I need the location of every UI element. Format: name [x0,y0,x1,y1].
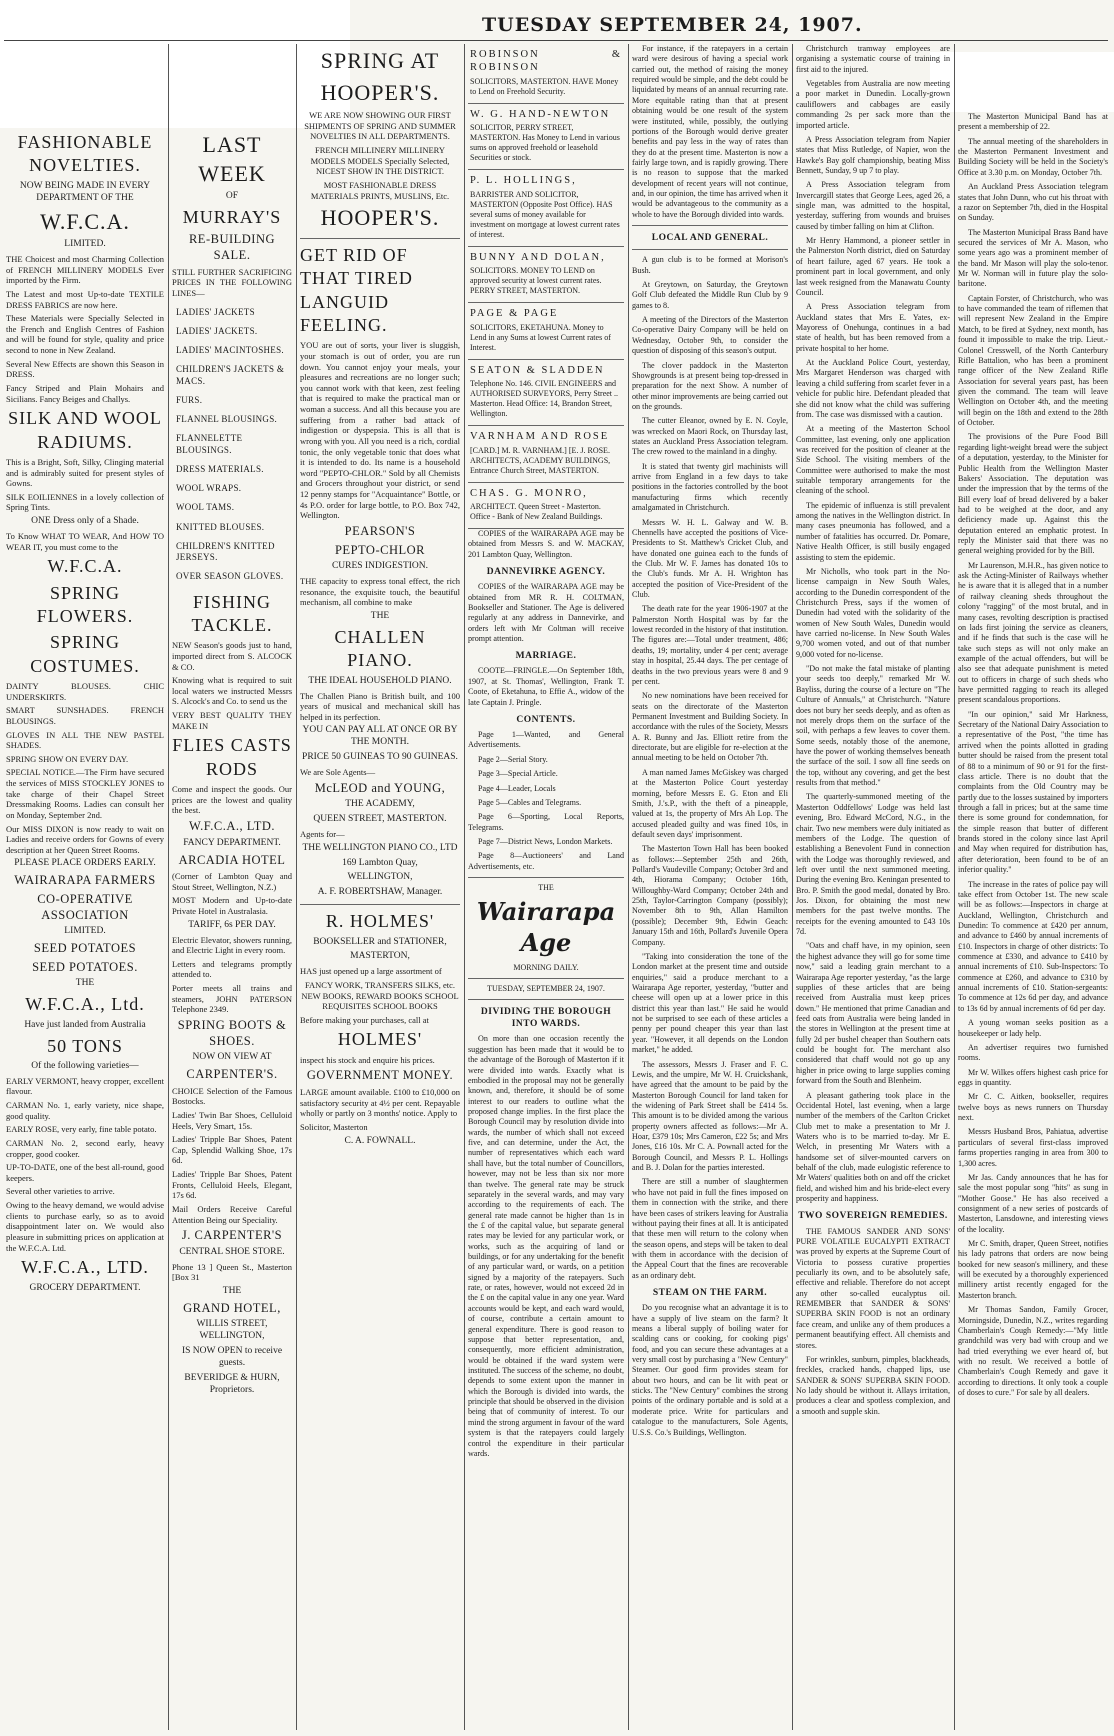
ad-text: WE ARE NOW SHOWING OUR FIRST SHIPMENTS OF SPRING AND SUMMER NOVELTIES IN ALL DEPARTMENTS. [304,110,456,142]
ad-text: BEVERIDGE & HURN, Proprietors. [184,1372,280,1395]
card-text: ARCHITECT. Queen Street - Masterton. Office - Bank of New Zealand Buildings. [470,501,603,521]
ad-text: Agents for— [300,829,345,839]
news-paragraph: Mr Thomas Sandon, Family Grocer, Morningside, Dunedin, N.Z., writes regarding Chamberlain's Cough Remedy:—"My little grandchild was very bad with croup and we had tried everything we ever heard of, but with no result. We received a bottle of Chamberlain's Cough Remedy and gave it according to directions. It only took a couple of doses to cure." For sale by all dealers. [958,1305,1108,1398]
ad-text: 169 Lambton Quay, [342,857,418,868]
divider [632,225,788,226]
ad-text: THE Choicest and most Charming Collection of FRENCH MILLINERY MODELS Ever imported by the Firm. [6,254,164,286]
column-rule [792,44,793,1730]
ad-firm-wfca: W.F.C.A. [47,556,123,577]
ad-text: PRICE 50 GUINEAS TO 90 GUINEAS. [302,752,458,763]
list-item: OVER SEASON GLOVES. [176,571,284,582]
column-rule [168,44,169,1730]
ad-line: SMART SUNSHADES. FRENCH BLOUSINGS. [6,705,164,726]
card-title: SEATON & SLADDEN [470,364,605,376]
ad-text: FANCY DEPARTMENT. [183,837,281,848]
page-masthead: TUESDAY SEPTEMBER 24, 1907. [482,14,863,36]
news-paragraph: Mr C. Smith, draper, Queen Street, notifies his lady patrons that orders are now being booked for new season's millinery, and these will be executed by a thoroughly experienced millinery artist recently engaged for the Masterton branch. [958,1239,1108,1300]
list-item: LADIES' MACINTOSHES. [176,345,284,356]
ad-text: THE WELLINGTON PIANO CO., LTD [302,842,458,853]
article-body: For instance, if the ratepayers in a certain ward were desirous of having a special work carried out, the method of raising the money required would be simple, and the debt could be liquidated by means of an annual recurring rate. More equitable rating than that at present obtaining would be one result of the system were instituted, while, possibly, the outlying portions of the Borough would derive greater benefits and pay less in the way of rates than they do at the present time. Masterton is now a fairly large town, and is rapidly growing. There is no reason to suppose that the marked development of recent years will not continue, and, in our opinion, the time has arrived when it would be advantageous to the community as a whole to have the Borough divided into wards. [632,44,788,219]
news-paragraph: The Masterton Municipal Brass Band have secured the services of Mr A. Mason, who some years ago was a prominent member of the band. Mr Mason will play the solo-tenor. Mr W. Norman will in future play the solo-baritone. [958,227,1108,289]
card-title: P. L. HOLLINGS, [470,175,577,187]
ad-text: To Know WHAT TO WEAR, And HOW TO WEAR IT, you must come to the [6,530,164,552]
column-3 [300,44,460,1730]
ad-limited: LIMITED. [64,239,106,250]
business-card [468,44,624,104]
section-heading-contents: CONTENTS. [516,714,576,725]
notice-text: COOTE—FRINGLE.—On September 18th, 1907, at St. Thomas', Wellington, Frank T. Coote, of Eketahuna, to Effie A., widow of the late Captain J. Pringle. [468,666,624,707]
ad-heading-arcadia: ARCADIA HOTEL [178,852,286,867]
card-text: Telephone No. 146. CIVIL ENGINEERS and AUTHORISED SURVEYORS, Perry Street .. Masterton. Head Office: 14, Brandon Street, Wellington. [470,379,619,419]
ad-text: Solicitor, Masterton [300,1121,368,1132]
list-item: Page 4—Leader, Locals [478,783,556,793]
news-paragraph: "Oats and chaff have, in my opinion, seen the highest advance they will go for some time now," said a leading grain merchant to a Wairarapa Age reporter yesterday, "as the large supplies of these articles that are being received from Australia must keep prices down." He mentioned that prime Canadian and feed oats from Australia were being landed in the stores in Wellington at the present time at fully 2d per bushel cheaper than Southern oats could be bought for. The merchant also considered that chaff would not go up any higher in price owing to large supplies coming forward from the South and Blenheim. [796,941,950,1086]
ad-heading-seed: SEED POTATOES. [32,959,138,974]
ad-limited: LIMITED. [64,926,106,937]
ad-text: Ladies' Tripple Bar Shoes, Patent Fronts, Celluloid Heels, Elegant, 17s 6d. [172,1169,292,1201]
ad-heading-mcleod: McLEOD and YOUNG, [314,780,446,795]
list-item: WOOL WRAPS. [176,483,242,494]
news-paragraph: No new nominations have been received for seats on the directorate of the Masterton Permanent Investment and Building Society. In accordance with the rules of the Society, Messrs A. R. Bunny and Jas. Elliott retire from the directorate, but are eligible for re-election at the annual meeting to be held on October 7th. [632,691,788,763]
ad-heading-silk: SILK AND WOOL RADIUMS. [8,408,162,452]
ad-heading-last-week: LAST WEEK [198,132,266,186]
ad-variety: Several other varieties to arrive. [6,1186,115,1197]
ad-text: NEW Season's goods just to hand, imported direct from S. ALCOCK & CO. [172,640,292,672]
card-title: ROBINSON & ROBINSON [470,49,622,74]
ad-text: Of the following varieties— [31,1060,139,1071]
ad-text: THE capacity to express tonal effect, the rich resonance, the exquisite touch, the beautiful mechanism, all combine to make [300,576,460,608]
torn-corner-right [930,52,1114,112]
ad-text: THE [222,1285,242,1296]
ad-text: IS NOW OPEN to receive guests. [181,1346,283,1369]
ad-text: CURES INDIGESTION. [331,561,429,572]
card-text: [CARD.] M. R. VARNHAM.] [E. J. ROSE. ARCHITECTS, ACADEMY BUILDINGS, Entrance Church Street, MASTERTON. [470,445,611,475]
ad-heading-boots: SPRING BOOTS & SHOES. [177,1017,287,1048]
ad-text: These Materials were Specially Selected in the French and English Centres of Fashion and will be found for style, quality and price second to none in New Zealand. [6,313,164,355]
ad-text: A. F. ROBERTSHAW, Manager. [317,887,443,898]
news-paragraph: There are still a number of slaughtermen who have not paid in full the fines imposed on them in connection with the strike, and there have been cases of strikers leaving for Australia without paying their fines at all. It is anticipated that these men will return to the colony when the season opens, and steps will be taken to deal with them in accordance with the decision of the Appeal Court that the fines are recoverable as an ordinary debt. [632,1177,788,1280]
list-item: DRESS MATERIALS. [176,463,264,474]
business-card [468,426,624,482]
column-4 [468,44,624,1730]
ad-text: The Challen Piano is British built, and 100 years of musical and mechanical skill has helped in its perfection. [300,690,460,722]
torn-corner [0,0,350,128]
list-item: Page 2—Serial Story. [478,754,548,764]
ad-variety: EARLY VERMONT, heavy cropper, excellent flavour. [6,1075,164,1097]
ad-firm-wfca: W.F.C.A., Ltd. [25,994,145,1015]
ad-variety: CARMAN No. 2, second early, heavy cropper, good cooker. [6,1137,164,1159]
ad-text: OF [225,191,239,202]
list-item: Page 8—Auctioneers' and Land Advertisements, etc. [468,851,624,871]
news-paragraph: At the Auckland Police Court, yesterday, Mrs Margaret Henderson was charged with leaving a child suffering from scarlet fever in a vehicle for public hire. Defendant pleaded that she did not know what the child was suffering from. The case was dismissed with a caution. [796,358,950,419]
news-paragraph: A man named James McGiskey was charged at the Masterton Police Court yesterday morning, before Messrs E. G. Eton and Eli Smith, J.'s.P., with the theft of a pineapple, valued at 1s, the property of Mrs Ah Lop. The accused pleaded guilty and was fined 10s, in default seven days' imprisonment. [632,767,788,839]
section-heading-marriage: MARRIAGE. [515,651,577,662]
list-item: CHILDREN'S JACKETS & MACS. [176,364,285,386]
card-title: CHAS. G. MONRO, [470,487,588,499]
issue-date: TUESDAY, SEPTEMBER 24, 1907. [487,983,605,993]
ad-heading-spring-costumes: SPRING COSTUMES. [30,632,140,676]
ad-heading-hoopers: HOOPER'S. [320,205,440,231]
ad-heading-pearsons: PEARSON'S [344,523,416,538]
news-paragraph: The quarterly-summoned meeting of the Masterton Oddfellows' Lodge was held last evening, Bro. Edward McCord, N.G., in the chair. Two new members were duly initiated as members of the Lodge. The question of establishing a Benevolent Fund in connection with the Lodge was thoroughly reviewed, and left over until the next summoned meeting. During the evening Bro. Keningan presented to Bro. P. Smith the good medal, donated by Bro. Jos. Dixon, for obtaining the most new members for the past twelve months. The receipts for the evening amounted to £43 10s 7d. [796,792,950,937]
ad-text: SPECIAL NOTICE.—The Firm have secured the services of MISS STOCKLEY JONES to take charge of their Chapel Street Dressmaking Rooms. Ladies can consult her on Monday, September 2nd. [6,767,164,820]
news-paragraph: The death rate for the year 1906-1907 at the Palmerston North Hospital was by far the lowest recorded in the history of that institution. The figures are:—Total under treatment, 486; deaths, 19; mortality, under 4 per cent; average stay in hospital, 25.44 days. The per centage of deaths in the two previous years were 8 and 9 per cent. [632,604,788,686]
news-paragraph: The provisions of the Pure Food Bill regarding light-weight bread were the subject of a deputation, yesterday, to the Minister for Public Health from the Wellington Master Bakers' Association. The deputation was under the impression that by the terms of the Bill every loaf of bread delivered by a baker had to be weighed at the door, and any deficiency made up. Against this the deputation entered an emphatic protest. In reply the Minister said that there was no general weighing provided for by the Bill. [958,432,1108,556]
ad-text: SILK EOILIENNES in a lovely collection of Spring Tints. [6,491,164,513]
ad-text: THE ACADEMY, [345,799,415,810]
ad-text: BOOKSELLER and STATIONER, [313,936,447,947]
ad-text: MOST Modern and Up-to-date Private Hotel in Australasia. [172,895,292,917]
ad-text: MOST FASHIONABLE DRESS MATERIALS PRINTS, MUSLINS, Etc. [310,179,450,201]
ad-text: THE IDEAL HOUSEHOLD PIANO. [308,675,452,686]
news-paragraph: An advertiser requires two furnished rooms. [958,1042,1108,1063]
ad-heading-fishing: FISHING TACKLE. [191,591,273,635]
business-card [468,170,624,246]
ad-heading-spring-flowers: SPRING FLOWERS. [36,582,134,626]
section-heading-dannevirke: DANNEVIRKE AGENCY. [486,567,606,578]
ad-text: Letters and telegrams promptly attended to. [172,958,292,980]
ad-firm-wfca: W.F.C.A. [40,208,130,234]
ad-text: TARIFF, 6s PER DAY. [188,919,276,930]
newspaper-nameplate: Wairarapa Age [476,897,616,957]
ad-text: Come and inspect the goods. Our prices are the lowest and quality the best. [172,784,292,816]
notice-text: COPIES of the WAIRARAPA AGE may be obtained from Messrs S. and W. MACKAY, 201 Lambton Quay, Wellington. [468,528,624,559]
article-body: On more than one occasion recently the suggestion has been made that it would be to the advantage of the Borough of Masterton if it were divided into wards. Exactly what is embodied in the proposal may not be generally known, and, therefore, it should be of some interest to our readers to outline what the proposed change implies. In the first place the Borough Council may by resolution divide into wards, the number of which shall not exceed five, and can determine, under the Act, the number of representatives which each ward shall have, but the total number of Councillors, however, may not be less than six nor more than twelve. The general rate may be struck separately in the several wards, and may vary according to the requirements of each. The general rate made cannot be higher than 1s in the £ of the capital value, but separate general rates may be levied for any particular work, or works, such as the acquiring of land or buildings, or for any undertaking for the benefit of any particular ward, or wards, on a petition signed by a majority of the ratepayers. Such rate, or rates, however, would not exceed 2d in the £ on the capital value in any one year. Ward accounts would be kept, and each ward would, of course, contribute a certain amount to general expenditure. There is good reason to suppose that better representation, and, consequently, more efficient administration, would be obtained if the ward system were instituted. The success of the scheme, no doubt, depends to some extent upon the manner in which the Borough is divided into wards, the principle that should be observed in the division being that of community of interest. To our mind the strong argument in favour of the ward system is that the ratepayers could largely control the expenditure in their particular wards. [468,1034,624,1458]
ad-intro: NOW BEING MADE IN EVERY DEPARTMENT OF THE [19,180,151,203]
divider [468,999,624,1000]
news-paragraph: A gun club is to be formed at Morison's Bush. [632,255,788,275]
news-paragraph: Mr Laurenson, M.H.R., has given notice to ask the Acting-Minister of Railways whether he is aware that it is alleged that in a number of railway cleaning sheds throughout the colony "ragging" of the most brutal, and in many cases, revolting description is practised on lads first joining the service as cleaners, and if he finds that such is the case will he take such steps as will not only make an example of the actual offenders, but will be also see that adequate punishment is meted out to officers in charge of such sheds who have permitted ragging to reach its alleged present scandalous proportions. [958,560,1108,705]
news-paragraph: Christchurch tramway employees are organising a systematic course of training in first aid to the injured. [796,44,950,74]
column-rule [464,44,465,1730]
list-item: Page 1—Wanted, and General Advertisements. [468,730,624,750]
news-paragraph: The annual meeting of the shareholders in the Masterton Permanent Investment and Building Society will be held in the Society's Office at 3.30 p.m. on Monday, October 7th. [958,136,1108,177]
ad-heading-holmes: R. HOLMES' [325,911,435,932]
ad-variety: CARMAN No. 1, early variety, nice shape, good quality. [6,1100,164,1121]
ad-firm-wfca: W.F.C.A., LTD. [21,1257,149,1278]
ad-text: THE [370,610,390,621]
ad-text: YOU are out of sorts, your liver is sluggish, your stomach is out of order, you are run down. You cannot enjoy your meals, your pleasures and recreations are no longer such; you cannot work with that keen, zest feeling that is required to make the practical man or woman a success. And all this because you are suffering from a rather bad attack of indigestion or dyspepsia. This is all that is wrong with you. All you need is a rich, cordial tonic, the only vegetable tonic that does what it is intended to do. Its name is a household word "PEPTO-CHLOR." Sold by all Chemists and Grocers throughout your district, or send 12 penny stamps for "Acquaintance" Bottle, or 4s P.O. order for large bottle, to P.O. Box 742, Wellington. [300,340,460,521]
ad-text: CENTRAL SHOE STORE. [179,1246,285,1257]
news-paragraph: A Press Association telegram from Napier states that Miss Rutledge, of Napier, won the Hawke's Bay golf championship, beating Miss Bennett, Sunday, 9 up 7 to play. [796,134,950,175]
ad-text: ONE Dress only of a Shade. [31,516,139,527]
news-paragraph: At a meeting of the Masterton School Committee, last evening, only one application was received for the position of cleaner at the Side School. The visiting members of the Committee were authorised to make the most suitable temporary arrangements for the cleaning of the school. [796,424,950,496]
list-item: Page 5—Cables and Telegrams. [478,797,582,807]
ad-variety: EARLY ROSE, very early, fine table potato. [6,1124,157,1135]
list-item: LADIES' JACKETS [176,306,255,317]
nameplate-the: THE [538,883,554,893]
ad-heading-government-money: GOVERNMENT MONEY. [306,1068,454,1083]
news-paragraph: Do you recognise what an advantage it is to have a supply of live steam on the farm? It means a liberal supply of boiling water for scalding cans or cooking, for cooking pigs' food, and you can secure these advantages at a very small cost by purchasing a "New Century" Steamer. Our good firm provides steam for about two hours, and can be lit with peat or sticks. The "New Century" combines the strong points of the ordinary portable and is sold at a moderate price. Write for particulars and catalogue to the manufacturers, Sole Agents, U.S.S. Co.'s Buildings, Wellington. [632,1303,788,1437]
ad-text: NOW ON VIEW AT [192,1052,272,1063]
column-1 [6,128,164,1730]
column-rule [296,44,297,1730]
column-7 [958,112,1108,1730]
section-heading-remedies: TWO SOVEREIGN REMEDIES. [798,1211,948,1222]
column-6 [796,44,950,1730]
business-card [468,247,624,303]
news-paragraph: Mr Henry Hammond, a pioneer settler in the Palmerston North district, died on Saturday of heart failure, aged 67 years. He took a prominent part in local government, and only last week resigned from the Manawatu County Council. [796,236,950,297]
card-text: SOLICITOR, PERRY STREET, MASTERTON. Has Money to Lend in various sums on approved freehold or leasehold Securities or stock. [470,123,620,163]
ad-text: Our MISS DIXON is now ready to wait on Ladies and receive orders for Gowns of every description at her Queen Street Rooms. [6,823,164,855]
ad-heading-tired: GET RID OF THAT TIRED LANGUID FEELING. [300,244,413,335]
divider [468,978,624,979]
ad-line: GLOVES IN ALL THE NEW PASTEL SHADES. [6,729,164,751]
ad-text: FRENCH MILLINERY MILLINERY MODELS MODELS Specially Selected, NICEST SHOW IN THE DISTRICT. [310,145,450,177]
divider [300,904,460,905]
ad-text: WILLIS STREET, WELLINGTON, [196,1319,268,1342]
news-paragraph: Messrs W. H. L. Galway and W. B. Chennells have accepted the positions of Vice-Presidents to St. Matthew's Cricket Club, and have donated one guinea each to the funds of the Club. Mr W. F. James has donated 10s to the Club's funds. Mr A. H. Wrighton has accepted the position of Vice-President of the Club. [632,517,788,600]
news-paragraph: Mr Nicholls, who took part in the No-license campaign in New South Wales, according to the Dunedin correspondent of the Christchurch Press, says if the women of Dunedin had voted with the solidarity of the women of New South Wales, Dunedin would have carried no-license. In New South Wales 9,700 women voted, and out of that number 9,000 voted for no-license. [796,566,950,659]
news-paragraph: It is stated that twenty girl machinists will arrive from England in a few days to take positions in the factories controlled by the boot manufacturing firms which recently amalgamated in Christchurch. [632,461,788,513]
top-rule [4,40,1108,41]
news-paragraph: A pleasant gathering took place in the Occidental Hotel, last evening, when a large number of the members of the Carlton Cricket Club met to make a presentation to Mr J. Waters who is to be married to-day. Mr E. Welch, in presenting Mr Waters with a handsome set of silver-mounted carvers on behalf of the club, made eulogistic reference to Mr Waters' qualities both on and off the cricket field, and wished him and his bride-elect every prosperity and happiness. [796,1090,950,1204]
ad-heading-jcarpenters: J. CARPENTER'S [181,1228,283,1243]
ad-line: DAINTY BLOUSES. CHIC UNDERSKIRTS. [6,681,164,702]
ad-text: inspect his stock and enquire his prices. [300,1054,435,1065]
list-item: FURS. [176,394,203,405]
news-paragraph: The increase in the rates of police pay will take effect from October 1st. The new scale will be as follows:—Inspectors in charge at Auckland, Wellington, Christchurch and Dunedin: To commence at £420 per annum, and advance to £460 by annual increments of £10. Inspectors in charge of other districts: To commence at £330, and advance to £410 by annual increments of £10. Sub-Inspectors: To commence at £260, and advance to £310 by annual increments of £10. Station-sergeants: To commence at 12s 6d per day, and advance to 13s 6d by annual increments of 6d per day. [958,879,1108,1013]
ad-heading-seed: SEED POTATOES [33,941,137,956]
ad-heading-holmes: HOLMES' [337,1029,423,1050]
card-text: BARRISTER AND SOLICITOR, MASTERTON (Opposite Post Office). HAS several sums of money available for investment on mortgage at lowest current rates of interest. [470,189,620,239]
news-paragraph: A young woman seeks position as a housekeeper or lady help. [958,1018,1108,1038]
ad-text: QUEEN STREET, MASTERTON. [313,814,447,825]
ad-heading-fashionable: FASHIONABLE NOVELTIES. [17,132,153,176]
news-paragraph: Mr W. Wilkes offers highest cash price for eggs in quantity. [958,1067,1108,1087]
card-title: PAGE & PAGE [470,308,559,320]
divider [468,877,624,878]
news-paragraph: The Masterton Town Hall has been booked as follows:—September 25th and 26th, Pollard's Vaudeville Company; October 3rd and 4th, Hiorama Company; October 16th, Willoughby-Ward Company; October 24th and 25th, Taylor-Carrington Company (possibly); November 8th to 9th, Allan Hamilton (possible); December 9th, Edwin Geach: January 15th and 16th, Pollard's Juvenile Opera Company. [632,844,788,947]
news-paragraph: The cutter Eleanor, owned by E. N. Coyle, was wrecked on Maori Rock, on Thursday last, states an Auckland Press Association telegram. The crew rowed to the mainland in a dinghy. [632,416,788,457]
news-paragraph: The epidemic of influenza is still prevalent among the natives in the Wellington district. In many cases pneumonia has followed, and a number of fatalities has occurred. Dr. Pomare, Native Health Officer, is still busily engaged assisting to stem the epidemic. [796,500,950,562]
ad-heading-challen: CHALLEN PIANO. [334,626,426,671]
list-item: LADIES' JACKETS. [176,325,258,336]
business-card [468,303,624,359]
divider [300,238,460,239]
ad-heading-murrays: MURRAY'S [182,207,282,228]
list-item: Page 7—District News, London Markets. [478,836,613,846]
news-paragraph: Vegetables from Australia are now meeting a poor market in Dunedin. Locally-grown cauliflowers and cabbages are easily commanding 2s per sack more than the imported article. [796,79,950,130]
news-paragraph: Mr C. C. Aitken, bookseller, requires twelve boys as news runners on Thursday next. [958,1092,1108,1123]
card-text: SOLICITORS. MONEY TO LEND on approved security at lowest current rates. PERRY STREET, MASTERTON. [470,266,602,296]
news-paragraph: "Do not make the fatal mistake of planting your seeds too deeply," remarked Mr W. Bayliss, during the course of a lecture on "The Culture of Annuals," at Christchurch. "Nature does not bury her seeds deeply, and as often as not merely drops them on the surface of the soil, with perhaps a few leaves to cover them. Some seeds, notably those of the anemone, have the power of working themselves beneath the surface of the soil. I sow all fine seeds on the top, without any covering, and get the best results from that method." [796,664,950,788]
column-2 [172,128,292,1730]
ad-text: VERY BEST QUALITY THEY MAKE IN [172,710,292,731]
ad-text: THE [75,978,95,989]
list-item: FLANNEL BLOUSINGS. [176,414,278,425]
news-paragraph: Mr Jas. Candy announces that he has for sale the most popular song "hits" as sung in "Mother Goose." He has also received a consignment of a new series of postcards of Masterton, Lansdowne, and interesting views of the locality. [958,1172,1108,1234]
news-paragraph: "In our opinion," said Mr Harkness, Secretary of the National Dairy Association to a representative of the Post, "the time has arrived when the points allotted in grading butter should be raised from the present total of 88 to a minimum of 90 or 91 for the first-class article. There is no doubt that the complaints from the Old Country may be partly due to the losses sustained by importers through a fall in prices; but at the same time there is some ground for condemnation, for the simple reason that butter of different brands stored in the colony since last April and May when required for distribution has, after deterioration, been found to be of an inferior quality." [958,709,1108,875]
business-card [468,104,624,170]
card-text: SOLICITORS, MASTERTON. HAVE Money to Lend on Freehold Security. [470,76,619,96]
list-item: KNITTED BLOUSES. [176,521,265,532]
business-card [468,360,624,426]
ad-text: PLEASE PLACE ORDERS EARLY. [14,858,156,869]
ad-heading-hoopers: HOOPER'S. [320,79,440,105]
news-paragraph: A Press Association telegram from Invercargill states that George Lees, aged 26, a single man, was admitted to the hospital, yesterday, suffering from wounds and bruises caused by timber falling on him at Clifton. [796,180,950,231]
ad-text: C. A. FOWNALL. [344,1135,416,1146]
divider [632,249,788,250]
contents-list [468,730,624,872]
ad-line: SPRING SHOW ON EVERY DAY. [6,753,129,764]
section-heading-farm: STEAM ON THE FARM. [652,1288,768,1299]
list-item: CHILDREN'S KNITTED JERSEYS. [176,540,275,563]
news-paragraph: THE FAMOUS SANDER AND SONS' PURE VOLATILE EUCALYPTI EXTRACT was proved by experts at the Supreme Court of Victoria to possess curative properties peculiarly its own, and to be absolutely safe, effective and reliable. Therefore do not accept any other so-called eucalyptus oil. REMEMBER that SANDER & SONS' SUPERBA SKIN FOOD is not an ordinary face cream, and unlike any of them produces a permanent beautifying effect. All chemists and stores. [796,1226,950,1350]
ad-text: YOU CAN PAY ALL AT ONCE OR BY THE MONTH. [302,725,458,748]
ad-text: LARGE amount available. £100 to £10,000 on satisfactory security at 4½ per cent. Repayable wholly or partly on 3 months' notice. Apply to [300,1087,460,1119]
ad-text: Ladies' Tripple Bar Shoes, Patent Cap, Splendid Walking Shoe, 17s 6d. [172,1134,292,1166]
ad-text: (Corner of Lambton Quay and Stout Street, Wellington, N.Z.) [172,871,292,892]
ad-heading-pepto: PEPTO-CHLOR [334,542,425,557]
ad-text: Phone 13 ] Queen St., Masterton [Box 31 [172,1261,292,1283]
list-item: FLANNELETTE BLOUSINGS. [176,433,243,455]
ad-text: Before making your purchases, call at [300,1014,429,1025]
ad-text: Mail Orders Receive Careful Attention Being our Speciality. [172,1203,292,1225]
card-title: VARNHAM AND ROSE [470,431,610,443]
card-text: SOLICITORS, EKETAHUNA. Money to Lend in any Sums at lowest Current rates of Interest. [470,322,611,352]
ad-text: STILL FURTHER SACRIFICING PRICES IN THE FOLLOWING LINES— [172,266,292,298]
ad-heading-grand-hotel: GRAND HOTEL, [183,1300,281,1315]
news-paragraph: At Greytown, on Saturday, the Greytown Golf Club defeated the Middle Run Club by 9 games to 8. [632,279,788,310]
list-item: Page 6—Sporting, Local Reports, Telegrams. [468,812,624,832]
ad-text: Fancy Striped and Plain Mohairs and Sicilians. Fancy Beiges and Challys. [6,382,164,404]
ad-text: Knowing what is required to suit local waters we instructed Messrs S. Alcock's and Co. to send us the [172,675,292,707]
news-paragraph: The Masterton Municipal Band has at present a membership of 22. [958,112,1108,132]
sale-lines-list [172,307,292,583]
news-paragraph: An Auckland Press Association telegram states that John Dunn, who cut his throat with a razor on September 7th, died in the Hospital on Sunday. [958,182,1108,223]
news-paragraph: For wrinkles, sunburn, pimples, blackheads, freckles, cracked hands, chapped lips, use SANDER & SONS' SUPERBA SKIN FOOD. No lady should be without it. Allays irritation, produces a clear and spotless complexion, and a smooth and supple skin. [796,1354,950,1416]
ad-text: Owing to the heavy demand, we would advise clients to purchase early, so as to avoid disappointment later on. We would also pleasure in submitting prices on application at the W.F.C.A. Ltd. [6,1200,164,1253]
ad-text: GROCERY DEPARTMENT. [29,1282,141,1293]
ad-text: Porter meets all trains and steamers, JOHN PATERSON Telephone 2349. [172,983,292,1015]
ad-text: This is a Bright, Soft, Silky, Clinging material and is admirably suited for present styles of Gowns. [6,456,164,489]
ad-heading-spring: SPRING AT [320,48,440,73]
ad-text: FANCY WORK, TRANSFERS SILKS, etc. NEW BOOKS, REWARD BOOKS SCHOOL REQUISITES SCHOOL BOOKS [301,979,459,1012]
notice-text: COPIES of the WAIRARAPA AGE may be obtained from MR R. H. COLTMAN, Bookseller and Stationer. The Age is delivered regularly at any address in Dannevirke, and orders left with Mr Coltman will receive prompt attention. [468,582,624,643]
ad-heading-tons: 50 TONS [47,1035,123,1056]
column-rule [628,44,629,1730]
ad-text: The Latest and most Up-to-date TEXTILE DRESS FABRICS are now here. [6,288,164,310]
ad-text: Electric Elevator, showers running, and Electric Light in every room. [172,934,292,956]
news-paragraph: A meeting of the Directors of the Masterton Co-operative Dairy Company will be held on Wednesday, October 9th, to consider the question of disposing of this season's output. [632,315,788,356]
ad-text: WELLINGTON, [347,872,413,883]
list-item: Page 3—Special Article. [478,769,558,779]
ad-heading-flies: FLIES CASTS RODS [172,735,292,779]
ad-heading-coop: WAIRARAPA FARMERS [14,873,156,888]
news-paragraph: The assessors, Messrs J. Fraser and F. C. Lewis, and the umpire, Mr W. H. Cruickshank, have agreed that the amount to be paid by the Masterton Borough Council for land taken for the widening of Park Street shall be £414 5s. This amount is to be divided among the various property owners affected as follows:—Mr A. Hoar, £379 10s; Mrs Cameron, £22 5s; and Mrs Jones, £16 10s. Mr C. A. Pownall acted for the Borough Council, and Messrs P. L. Hollings and B. J. Dolan for the parties interested. [632,1059,788,1173]
nameplate-subtitle: MORNING DAILY. [513,962,579,972]
list-item: WOOL TAMS. [176,502,235,513]
ad-text: We are Sole Agents— [300,767,376,777]
ad-text: Several New Effects are shown this Season in DRESS. [6,358,164,380]
news-paragraph: Captain Forster, of Christchurch, who was to have commanded the team of riflemen that will represent New Zealand in the Empire Match, to be fired at Sydney, next month, has found it impossible to make the trip. Lieut.-Colonel Cresswell, of the North Canterbury Rifle Battalion, who has been a prominent range officer of the New Zealand Rifle Association for several years past, has been given the command. The team will leave Wellington on October 4th, and the meeting will begin on the 18th and extend to the 28th of October. [958,293,1108,428]
ad-text: Ladies' Twin Bar Shoes, Celluloid Heels, Very Smart, 15s. [172,1109,292,1131]
ad-text: MASTERTON, [350,951,410,962]
section-heading-local: LOCAL AND GENERAL. [651,233,769,244]
news-paragraph: The clover paddock in the Masterton Showgrounds is at present being top-dressed in preparation for the next Show. A number of other minor improvements are being carried out on the grounds. [632,360,788,411]
news-paragraph: A Press Association telegram from Auckland states that Mrs E. Yates, ex-Mayoress of Onehunga, continues in a bad state of health, but has been removed from a private hospital to her home. [796,302,950,353]
leader-heading: DIVIDING THE BOROUGH INTO WARDS. [480,1007,612,1030]
card-title: W. G. HAND-NEWTON [470,108,611,120]
news-paragraph: Messrs Husband Bros, Pahiatua, advertise particulars of several first-class improved farms properties ranging in area from 300 to 1,300 acres. [958,1127,1108,1168]
card-title: BUNNY AND DOLAN, [470,251,606,263]
ad-heading-coop: CO-OPERATIVE ASSOCIATION [37,891,133,922]
column-5 [632,44,788,1730]
ad-heading-carpenters: CARPENTER'S. [186,1067,278,1082]
column-rule [954,44,955,1730]
business-card [468,483,624,529]
ad-text: HAS just opened up a large assortment of [300,966,442,977]
news-paragraph: "Taking into consideration the tone of the London market at the present time and outside enquiries," said a produce merchant to a Wairarapa Age reporter, yesterday, "butter and cheese will open up at a lower price in this district this year than last." He said he would not be surprised to see each of these articles a penny per pound cheaper this year than last year. "However, it all depends on the London market," he added. [632,951,788,1055]
ad-text: CHOICE Selection of the Famous Bostocks. [172,1085,292,1107]
ad-text: Have just landed from Australia [24,1019,146,1030]
ad-variety: UP-TO-DATE, one of the best all-round, good keepers. [6,1162,164,1183]
ad-firm-wfca: W.F.C.A., LTD. [189,819,275,834]
ad-heading-sale: RE-BUILDING SALE. [188,232,276,263]
